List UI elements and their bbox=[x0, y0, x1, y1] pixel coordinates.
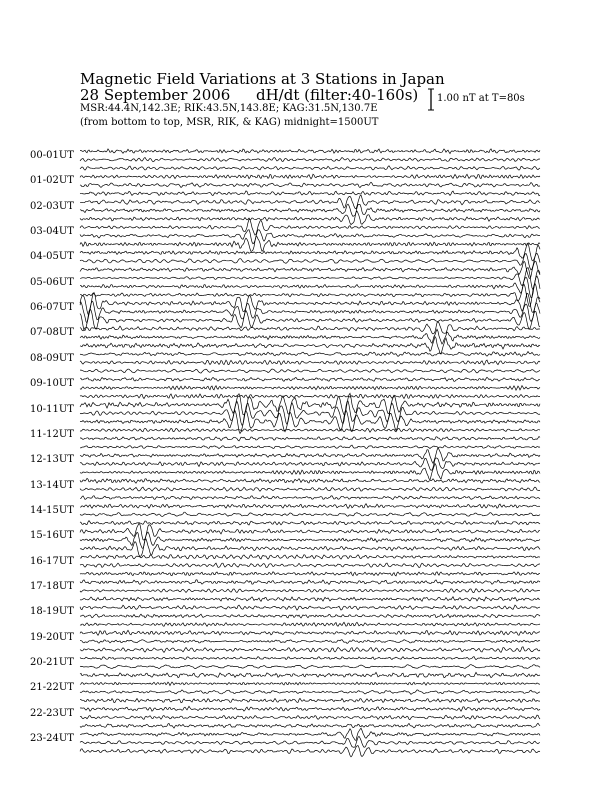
row-label-04-05ut: 04-05UT bbox=[30, 251, 74, 263]
chart-title: Magnetic Field Variations at 3 Stations in Japan bbox=[80, 70, 445, 88]
trace-01-02ut-kag bbox=[80, 174, 540, 179]
trace-03-04ut-rik bbox=[80, 230, 540, 244]
trace-09-10ut-msr bbox=[80, 394, 540, 399]
scale-bar-label: 1.00 nT at T=80s bbox=[437, 93, 525, 104]
row-label-03-04ut: 03-04UT bbox=[30, 226, 74, 238]
trace-07-08ut-kag bbox=[80, 322, 540, 334]
trace-22-23ut-kag bbox=[80, 706, 540, 711]
trace-20-21ut-rik bbox=[80, 665, 540, 669]
trace-02-03ut-kag bbox=[80, 195, 540, 209]
trace-13-14ut-rik bbox=[80, 487, 540, 491]
trace-17-18ut-kag bbox=[80, 580, 540, 585]
trace-09-10ut-kag bbox=[80, 377, 540, 381]
trace-17-18ut-rik bbox=[80, 589, 540, 593]
filter-label: dH/dt (filter:40-160s) bbox=[256, 86, 419, 104]
trace-14-15ut-kag bbox=[80, 504, 540, 509]
trace-23-24ut-msr bbox=[80, 746, 540, 757]
trace-11-12ut-rik bbox=[80, 437, 540, 441]
trace-16-17ut-rik bbox=[80, 563, 540, 568]
trace-22-23ut-rik bbox=[80, 715, 540, 720]
trace-13-14ut-kag bbox=[80, 478, 540, 483]
trace-01-02ut-msr bbox=[80, 191, 540, 196]
trace-21-22ut-msr bbox=[80, 698, 540, 702]
trace-04-05ut-rik bbox=[80, 253, 540, 270]
trace-23-24ut-kag bbox=[80, 728, 540, 740]
row-label-17-18ut: 17-18UT bbox=[30, 580, 74, 592]
row-label-01-02ut: 01-02UT bbox=[30, 175, 74, 187]
row-label-08-09ut: 08-09UT bbox=[30, 352, 74, 364]
row-label-21-22ut: 21-22UT bbox=[30, 682, 74, 694]
trace-16-17ut-kag bbox=[80, 555, 540, 560]
trace-14-15ut-rik bbox=[80, 512, 540, 516]
trace-08-09ut-kag bbox=[80, 352, 540, 357]
trace-03-04ut-kag bbox=[80, 219, 540, 235]
trace-19-20ut-rik bbox=[80, 640, 540, 644]
station-order-note: (from bottom to top, MSR, RIK, & KAG) midnight=1500UT bbox=[80, 117, 379, 128]
trace-13-14ut-msr bbox=[80, 496, 540, 500]
trace-18-19ut-rik bbox=[80, 614, 540, 618]
traces-group bbox=[80, 149, 540, 757]
scale-bar bbox=[428, 89, 434, 110]
trace-02-03ut-rik bbox=[80, 204, 540, 216]
trace-15-16ut-kag bbox=[80, 523, 540, 540]
trace-09-10ut-rik bbox=[80, 386, 540, 391]
row-label-14-15ut: 14-15UT bbox=[30, 504, 74, 516]
trace-18-19ut-kag bbox=[80, 605, 540, 610]
trace-16-17ut-msr bbox=[80, 572, 540, 576]
row-label-10-11ut: 10-11UT bbox=[30, 403, 74, 415]
trace-20-21ut-msr bbox=[80, 672, 540, 677]
trace-18-19ut-msr bbox=[80, 622, 540, 626]
row-label-19-20ut: 19-20UT bbox=[30, 631, 74, 643]
row-label-15-16ut: 15-16UT bbox=[30, 530, 74, 542]
chart-date: 28 September 2006 bbox=[80, 86, 231, 104]
trace-11-12ut-kag bbox=[80, 428, 540, 432]
trace-22-23ut-msr bbox=[80, 723, 540, 728]
row-label-23-24ut: 23-24UT bbox=[30, 733, 74, 745]
trace-00-01ut-kag bbox=[80, 149, 540, 154]
row-label-13-14ut: 13-14UT bbox=[30, 479, 74, 491]
trace-21-22ut-rik bbox=[80, 690, 540, 695]
trace-12-13ut-msr bbox=[80, 464, 540, 480]
row-label-09-10ut: 09-10UT bbox=[30, 378, 74, 390]
trace-15-16ut-rik bbox=[80, 532, 540, 548]
trace-20-21ut-kag bbox=[80, 657, 540, 660]
row-label-02-03ut: 02-03UT bbox=[30, 200, 74, 212]
row-label-06-07ut: 06-07UT bbox=[30, 302, 74, 314]
trace-21-22ut-kag bbox=[80, 682, 540, 685]
row-label-18-19ut: 18-19UT bbox=[30, 606, 74, 618]
row-label-11-12ut: 11-12UT bbox=[30, 428, 74, 440]
row-label-00-01ut: 00-01UT bbox=[30, 150, 74, 161]
trace-08-09ut-msr bbox=[80, 369, 540, 373]
trace-07-08ut-rik bbox=[80, 329, 540, 344]
trace-11-12ut-msr bbox=[80, 445, 540, 448]
row-label-22-23ut: 22-23UT bbox=[30, 707, 74, 719]
row-label-07-08ut: 07-08UT bbox=[30, 327, 74, 339]
trace-14-15ut-msr bbox=[80, 521, 540, 525]
station-coordinates: MSR:44.4N,142.3E; RIK:43.5N,143.8E; KAG:31.5N,130.7E bbox=[80, 103, 378, 114]
trace-19-20ut-msr bbox=[80, 647, 540, 653]
trace-03-04ut-msr bbox=[80, 236, 540, 251]
row-label-12-13ut: 12-13UT bbox=[30, 454, 74, 466]
trace-12-13ut-rik bbox=[80, 458, 540, 470]
trace-07-08ut-msr bbox=[80, 337, 540, 354]
trace-08-09ut-rik bbox=[80, 360, 540, 365]
row-label-16-17ut: 16-17UT bbox=[30, 555, 74, 567]
trace-04-05ut-kag bbox=[80, 243, 540, 261]
trace-02-03ut-msr bbox=[80, 211, 540, 225]
trace-01-02ut-rik bbox=[80, 182, 540, 187]
trace-17-18ut-msr bbox=[80, 597, 540, 602]
trace-19-20ut-kag bbox=[80, 630, 540, 635]
trace-04-05ut-msr bbox=[80, 261, 540, 279]
trace-12-13ut-kag bbox=[80, 448, 540, 463]
row-label-05-06ut: 05-06UT bbox=[30, 276, 74, 288]
trace-23-24ut-rik bbox=[80, 736, 540, 747]
trace-00-01ut-msr bbox=[80, 166, 540, 170]
trace-00-01ut-rik bbox=[80, 158, 540, 162]
row-label-20-21ut: 20-21UT bbox=[30, 657, 74, 668]
